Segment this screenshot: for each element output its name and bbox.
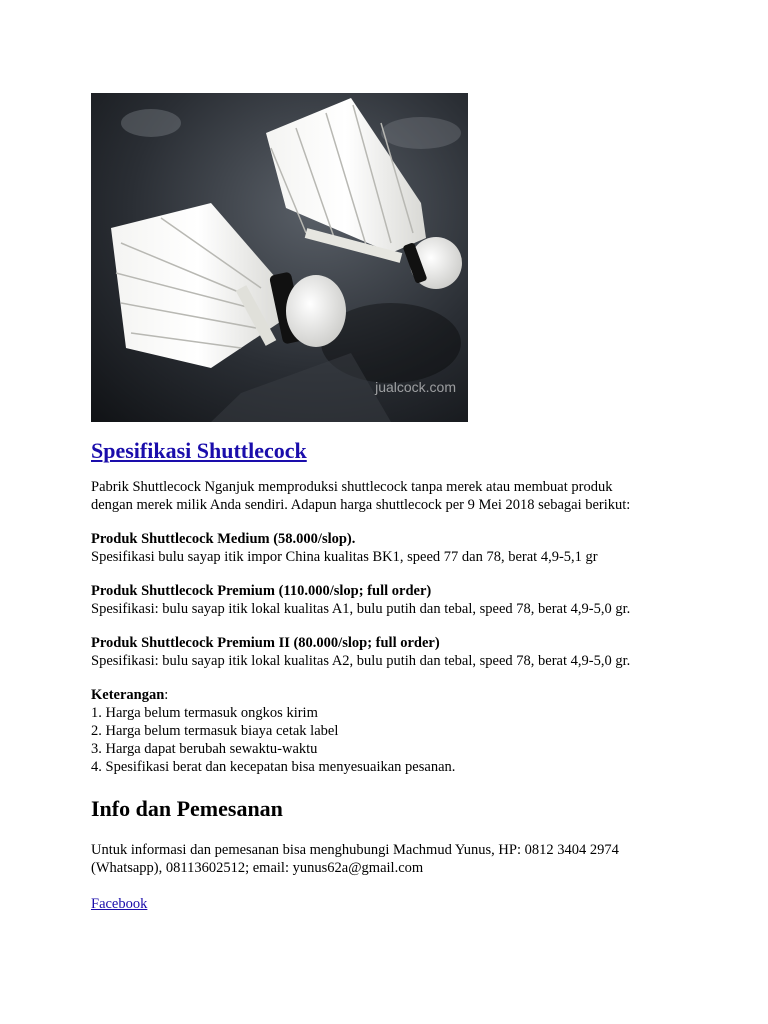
notes-section	[91, 686, 691, 776]
list-item: 3. Harga dapat berubah sewaktu-waktu	[91, 741, 318, 757]
product-desc: Spesifikasi: bulu sayap itik lokal kualitas A2, bulu putih dan tebal, speed 78, berat 4,9-5,0 gr.	[91, 653, 631, 669]
product-premium-ii	[91, 634, 691, 670]
list-item: 2. Harga belum termasuk biaya cetak label	[91, 723, 339, 739]
intro-line-2: dengan merek milik Anda sendiri. Adapun harga shuttlecock per 9 Mei 2018 sebagai berikut:	[91, 497, 631, 513]
list-item: 4. Spesifikasi berat dan kecepatan bisa menyesuaikan pesanan.	[91, 759, 456, 775]
notes-heading	[91, 686, 691, 704]
product-name: Produk Shuttlecock Medium (58.000/slop).	[91, 531, 356, 547]
list-item: 1. Harga belum termasuk ongkos kirim	[91, 705, 318, 721]
article-body	[91, 438, 691, 913]
intro-line-1: Pabrik Shuttlecock Nganjuk memproduksi shuttlecock tanpa merek atau membuat produk	[91, 479, 613, 495]
product-name: Produk Shuttlecock Premium II (80.000/slop; full order)	[91, 635, 440, 651]
spec-title-link[interactable]: Spesifikasi Shuttlecock	[91, 438, 307, 463]
product-name: Produk Shuttlecock Premium (110.000/slop; full order)	[91, 583, 432, 599]
notes-label: Keterangan	[91, 687, 165, 703]
contact-paragraph	[91, 841, 691, 877]
product-medium	[91, 530, 691, 566]
notes-list	[91, 704, 691, 776]
notes-colon: :	[164, 687, 169, 703]
shuttlecock-illustration	[91, 93, 468, 422]
info-title: Info dan Pemesanan	[91, 796, 283, 821]
intro-paragraph	[91, 478, 691, 514]
shuttlecock-photo	[91, 93, 468, 422]
photo-watermark: jualcock.com	[375, 379, 456, 395]
facebook-link[interactable]: Facebook	[91, 896, 148, 912]
product-desc: Spesifikasi bulu sayap itik impor China kualitas BK1, speed 77 dan 78, berat 4,9-5,1 gr	[91, 549, 598, 565]
product-desc: Spesifikasi: bulu sayap itik lokal kualitas A1, bulu putih dan tebal, speed 78, berat 4,9-5,0 gr.	[91, 601, 631, 617]
product-premium	[91, 582, 691, 618]
contact-line-2: (Whatsapp), 08113602512; email: yunus62a@gmail.com	[91, 860, 424, 876]
contact-line-1: Untuk informasi dan pemesanan bisa menghubungi Machmud Yunus, HP: 0812 3404 2974	[91, 842, 619, 858]
